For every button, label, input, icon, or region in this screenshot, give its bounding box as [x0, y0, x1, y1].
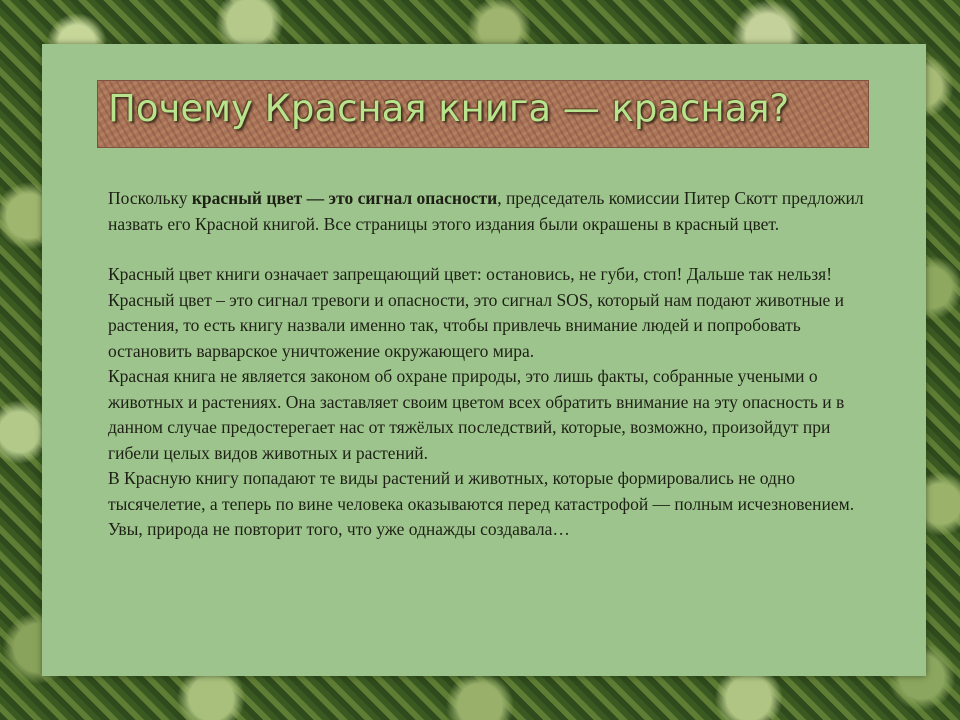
- paragraph-1-rest: , председатель комиссии Питер Скотт предложил назвать его Красной книгой. Все страницы этого издания были окрашены в красный цвет.: [108, 188, 864, 234]
- paragraph-1-lead: Поскольку: [108, 188, 192, 208]
- paragraph-3: Красная книга не является законом об охране природы, это лишь факты, собранные учеными о животных и растениях. Она заставляет своим цветом всех обратить внимание на эту опасность и в данном случае предостерегает нас от тяжёлых последствий, которые, возможно, произойдут при гибели целых видов животных и растений.: [108, 366, 845, 463]
- paragraph-1-emphasis: красный цвет — это сигнал опасности: [191, 188, 498, 208]
- title-banner: [97, 80, 869, 148]
- slide-title: Почему Красная книга — красная?: [108, 87, 790, 130]
- paragraph-4: В Красную книгу попадают те виды растений и животных, которые формировались не одно тысячелетие, а теперь по вине человека оказываются перед катастрофой — полным исчезновением. Увы, природа не повторит того, что уже однажды создавала…: [108, 468, 855, 539]
- paragraph-2: Красный цвет книги означает запрещающий цвет: остановись, не губи, стоп! Дальше так нельзя! Красный цвет – это сигнал тревоги и опасности, это сигнал SOS, который нам подают животные и растения, то есть книгу назвали именно так, чтобы привлечь внимание людей и попробовать остановить варварское уничтожение окружающего мира.: [108, 264, 844, 361]
- paragraph-1: [108, 186, 873, 237]
- slide-body: [108, 186, 873, 543]
